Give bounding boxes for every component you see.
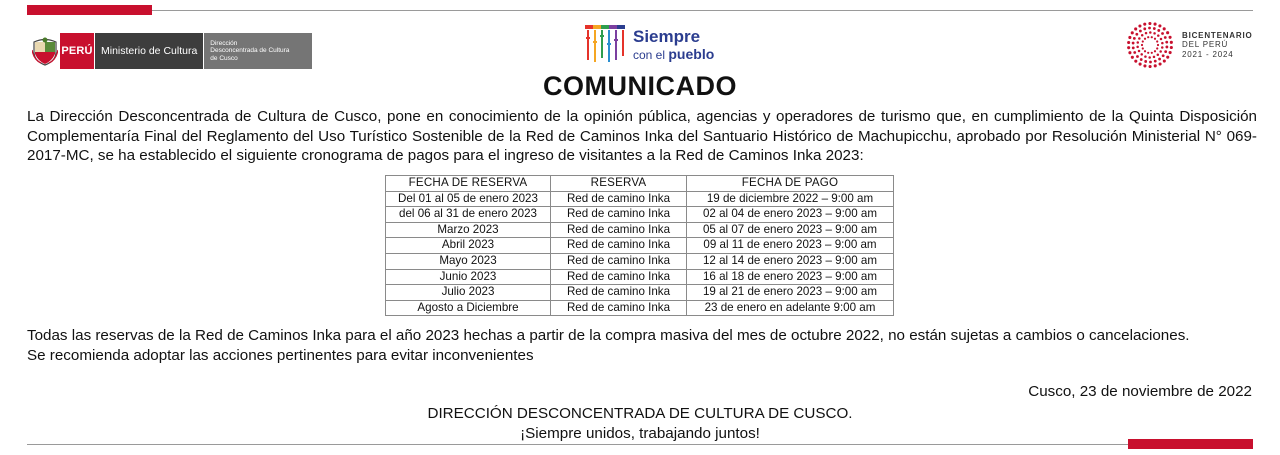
cell-reserva: Red de camino Inka xyxy=(551,285,687,301)
ministry-label: Ministerio de Cultura xyxy=(94,33,203,69)
bicentenario-line: 2021 - 2024 xyxy=(1182,49,1234,59)
cell-fecha-reserva: Junio 2023 xyxy=(386,269,551,285)
emblem-dot xyxy=(1169,36,1172,39)
emblem-dot xyxy=(1143,64,1146,67)
office-label xyxy=(203,33,312,69)
emblem-dot xyxy=(1134,27,1137,30)
emblem-dot xyxy=(1162,54,1165,57)
emblem-dot xyxy=(1142,40,1144,42)
peru-label: PERÚ xyxy=(60,33,94,69)
emblem-dot xyxy=(1157,54,1160,57)
emblem-dot xyxy=(1154,64,1157,67)
bottom-accent-bar xyxy=(1128,439,1253,449)
emblem-dot xyxy=(1158,58,1161,61)
bottom-rule xyxy=(27,444,1253,445)
cell-fecha-pago: 12 al 14 de enero 2023 – 9:00 am xyxy=(687,253,894,269)
emblem-dot xyxy=(1154,38,1156,40)
signature-block xyxy=(0,404,1280,443)
emblem-dot xyxy=(1166,56,1169,59)
logo-line-pueblo xyxy=(633,47,714,61)
bicentenario-line: DEL PERÚ xyxy=(1182,40,1229,50)
emblem-dot xyxy=(1160,38,1163,41)
cell-reserva: Red de camino Inka xyxy=(551,207,687,223)
emblem-dot xyxy=(1141,44,1143,46)
cell-reserva: Red de camino Inka xyxy=(551,253,687,269)
emblem-dot xyxy=(1157,29,1160,32)
emblem-dot xyxy=(1153,27,1156,30)
emblem-dot xyxy=(1136,55,1139,58)
emblem-dot xyxy=(1153,56,1156,59)
cell-reserva: Red de camino Inka xyxy=(551,222,687,238)
cell-fecha-pago: 19 de diciembre 2022 – 9:00 am xyxy=(687,191,894,207)
office-line: Dirección xyxy=(210,39,238,47)
cell-fecha-pago: 23 de enero en adelante 9:00 am xyxy=(687,300,894,316)
emblem-dot xyxy=(1145,32,1148,35)
emblem-dot xyxy=(1164,36,1167,39)
intro-paragraph: La Dirección Desconcentrada de Cultura de Cusco, pone en conocimiento de la opinión pública, agencias y operadores de turismo que, en cumplimiento de la Quinta Disposición Complementaría Final del Reglamento del Uso Turístico Sostenible de la Red de Caminos Inka del Santuario Histórico de Machupicchu, aprobado por Resolución Ministerial N° 069-2017-MC, se ha establecido el siguiente cronograma de pagos para el ingreso de visitantes a la Red de Caminos Inka 2023: xyxy=(27,108,1257,164)
emblem-dot xyxy=(1138,50,1141,53)
cell-fecha-reserva: Del 01 al 05 de enero 2023 xyxy=(386,191,551,207)
emblem-dot xyxy=(1140,53,1143,56)
emblem-dot xyxy=(1131,31,1134,34)
emblem-dot xyxy=(1128,51,1131,54)
emblem-dot xyxy=(1133,51,1136,54)
emblem-dot xyxy=(1131,56,1134,59)
emblem-dot xyxy=(1161,32,1164,35)
cell-fecha-reserva: Abril 2023 xyxy=(386,238,551,254)
emblem-dot xyxy=(1144,55,1147,58)
signature-office: DIRECCIÓN DESCONCENTRADA DE CULTURA DE CUSCO. xyxy=(427,405,853,422)
cell-fecha-reserva: Marzo 2023 xyxy=(386,222,551,238)
peru-coat-of-arms-icon xyxy=(30,33,60,69)
cell-fecha-reserva: Mayo 2023 xyxy=(386,253,551,269)
emblem-dot xyxy=(1133,37,1136,40)
cell-fecha-pago: 19 al 21 de enero 2023 – 9:00 am xyxy=(687,285,894,301)
notice-line: Se recomienda adoptar las acciones pertinentes para evitar inconvenientes xyxy=(27,346,534,364)
top-rule xyxy=(27,10,1253,11)
cell-fecha-reserva: del 06 al 31 de enero 2023 xyxy=(386,207,551,223)
emblem-dot xyxy=(1147,52,1149,54)
notice-paragraph xyxy=(27,326,1257,365)
emblem-dot xyxy=(1132,42,1135,45)
cell-reserva: Red de camino Inka xyxy=(551,238,687,254)
emblem-dot xyxy=(1147,36,1149,38)
emblem-dot xyxy=(1138,24,1141,27)
emblem-dot xyxy=(1170,41,1173,44)
emblem-dot xyxy=(1169,51,1172,54)
siempre-con-el-pueblo-logo xyxy=(583,22,714,66)
emblem-dot xyxy=(1128,36,1131,39)
emblem-dot xyxy=(1149,31,1152,34)
emblem-dot xyxy=(1158,24,1161,27)
payment-schedule-table xyxy=(385,175,894,316)
emblem-dot xyxy=(1159,62,1162,65)
emblem-dot xyxy=(1139,30,1142,33)
cell-reserva: Red de camino Inka xyxy=(551,269,687,285)
emblem-dot xyxy=(1154,50,1156,52)
table-row xyxy=(386,207,894,223)
header-fecha-pago: FECHA DE PAGO xyxy=(687,176,894,192)
emblem-dot xyxy=(1170,46,1173,49)
emblem-dot xyxy=(1165,41,1168,44)
emblem-dot xyxy=(1137,41,1140,44)
cell-fecha-pago: 16 al 18 de enero 2023 – 9:00 am xyxy=(687,269,894,285)
emblem-dot xyxy=(1151,52,1153,54)
table-row xyxy=(386,253,894,269)
header-reserva: RESERVA xyxy=(551,176,687,192)
emblem-dot xyxy=(1157,34,1160,37)
signature-motto: ¡Siempre unidos, trabajando juntos! xyxy=(520,424,760,442)
emblem-dot xyxy=(1144,38,1146,40)
logo-pueblo: pueblo xyxy=(668,45,715,62)
table-row xyxy=(386,269,894,285)
emblem-dot xyxy=(1154,23,1157,26)
emblem-dot xyxy=(1156,40,1158,42)
emblem-dot xyxy=(1132,47,1135,50)
emblem-dot xyxy=(1135,33,1138,36)
place-date: Cusco, 23 de noviembre de 2022 xyxy=(1028,383,1252,400)
notice-line: Todas las reservas de la Red de Caminos Inka para el año 2023 hechas a partir de la compra masiva del mes de octubre 2022, no están sujetas a cambios o cancelaciones. xyxy=(27,327,1190,344)
bicentenario-logo xyxy=(1126,20,1253,70)
office-line: Desconcentrada de Cultura xyxy=(210,47,290,55)
emblem-dot xyxy=(1136,46,1139,49)
emblem-dot xyxy=(1143,27,1146,30)
emblem-dot xyxy=(1142,47,1144,49)
cell-fecha-pago: 05 al 07 de enero 2023 – 9:00 am xyxy=(687,222,894,238)
colored-figures-icon xyxy=(583,22,627,66)
emblem-dot xyxy=(1166,31,1169,34)
top-accent-bar xyxy=(27,5,152,15)
table-header-row xyxy=(386,176,894,192)
cell-fecha-reserva: Agosto a Diciembre xyxy=(386,300,551,316)
emblem-dot xyxy=(1127,41,1130,44)
emblem-dot xyxy=(1144,50,1146,52)
emblem-dot xyxy=(1149,61,1152,64)
cell-reserva: Red de camino Inka xyxy=(551,191,687,207)
emblem-dot xyxy=(1153,32,1156,35)
emblem-dot xyxy=(1134,60,1137,63)
emblem-dot xyxy=(1140,58,1143,61)
table-row xyxy=(386,285,894,301)
emblem-dot xyxy=(1165,46,1168,49)
emblem-dot xyxy=(1138,37,1141,40)
emblem-dot xyxy=(1161,42,1164,45)
cell-fecha-pago: 02 al 04 de enero 2023 – 9:00 am xyxy=(687,207,894,223)
emblem-dot xyxy=(1151,36,1153,38)
emblem-dot xyxy=(1159,50,1162,53)
logo-line-siempre: Siempre xyxy=(633,26,701,46)
bicentenario-emblem-icon xyxy=(1126,21,1174,69)
emblem-dot xyxy=(1156,47,1158,49)
emblem-dot xyxy=(1139,63,1142,66)
emblem-dot xyxy=(1163,27,1166,30)
emblem-dot xyxy=(1149,65,1152,68)
table-row xyxy=(386,300,894,316)
ministerio-cultura-logo xyxy=(30,33,312,69)
bicentenario-line: BICENTENARIO xyxy=(1182,30,1253,40)
emblem-dot xyxy=(1163,59,1166,62)
emblem-dot xyxy=(1148,56,1151,59)
emblem-dot xyxy=(1127,46,1130,49)
emblem-dot xyxy=(1143,23,1146,26)
emblem-dot xyxy=(1164,50,1167,53)
table-row xyxy=(386,191,894,207)
emblem-dot xyxy=(1148,22,1151,25)
emblem-dot xyxy=(1157,44,1159,46)
header-fecha-reserva: FECHA DE RESERVA xyxy=(386,176,551,192)
emblem-dot xyxy=(1144,60,1147,63)
office-line: de Cusco xyxy=(210,54,238,62)
table-row xyxy=(386,222,894,238)
cell-fecha-pago: 09 al 11 de enero 2023 – 9:00 am xyxy=(687,238,894,254)
table-row xyxy=(386,238,894,254)
emblem-dot xyxy=(1154,60,1157,63)
emblem-dot xyxy=(1141,34,1144,37)
cell-fecha-reserva: Julio 2023 xyxy=(386,285,551,301)
cell-reserva: Red de camino Inka xyxy=(551,300,687,316)
emblem-dot xyxy=(1161,46,1164,49)
page-title: COMUNICADO xyxy=(543,71,737,101)
emblem-dot xyxy=(1148,27,1151,30)
logo-con-el: con el xyxy=(633,47,666,62)
